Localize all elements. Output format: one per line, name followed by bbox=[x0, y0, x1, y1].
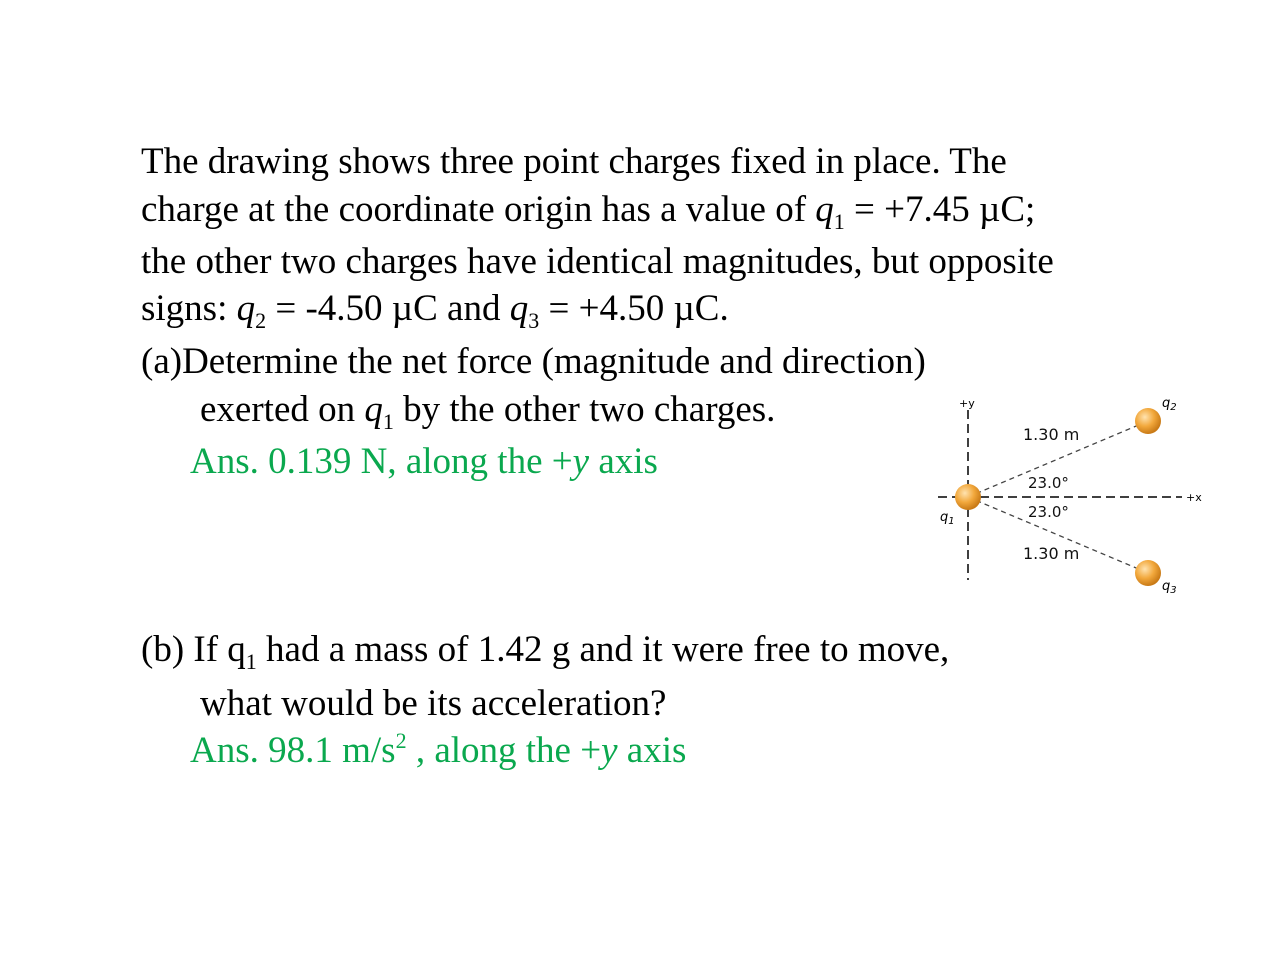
distance-label-top: 1.30 m bbox=[1023, 425, 1080, 444]
part-a-line-1-text: (a)Determine the net force (magnitude and direction) bbox=[141, 341, 926, 382]
part-b-line-2-text: what would be its acceleration? bbox=[200, 683, 667, 724]
charge-diagram bbox=[930, 390, 1220, 600]
part-a-answer bbox=[190, 440, 658, 484]
part-a-line-2-post: by the other two charges. bbox=[393, 389, 776, 430]
charge-q2 bbox=[1135, 408, 1161, 434]
charge-q1 bbox=[955, 484, 981, 510]
q2-label-letter: q bbox=[1162, 396, 1171, 411]
part-b-answer-exponent: 2 bbox=[395, 728, 407, 753]
part-b-line-1-pre: (b) If q bbox=[141, 629, 246, 670]
x-axis-label: +x bbox=[1186, 491, 1202, 504]
part-a-answer-pre: Ans. 0.139 N, along the + bbox=[190, 441, 573, 482]
q1-label bbox=[940, 510, 955, 527]
y-axis-label: +y bbox=[959, 397, 975, 410]
q1-symbol: q bbox=[815, 189, 834, 230]
intro-line-1 bbox=[141, 140, 1007, 184]
intro-line-3-text: the other two charges have identical magnitudes, but opposite bbox=[141, 241, 1054, 282]
q3-symbol: q bbox=[509, 288, 529, 329]
part-a-q1-subscript: 1 bbox=[382, 409, 394, 434]
distance-label-bottom: 1.30 m bbox=[1023, 544, 1080, 563]
q3-subscript: 3 bbox=[528, 308, 540, 333]
intro-line-4-pre: signs: bbox=[141, 288, 237, 329]
part-b-answer-mid: , along the + bbox=[406, 730, 602, 771]
part-b-q1-subscript: 1 bbox=[245, 649, 257, 674]
q3-label-letter: q bbox=[1162, 579, 1171, 594]
part-b-question-line-1 bbox=[141, 628, 949, 672]
part-a-question-line-2 bbox=[200, 388, 775, 432]
q3-label-sub: 3 bbox=[1170, 585, 1177, 596]
part-b-answer-post: axis bbox=[617, 730, 687, 771]
part-b-answer-axis: y bbox=[601, 730, 618, 771]
part-b-question-line-2 bbox=[200, 682, 666, 726]
part-a-line-2-pre: exerted on bbox=[200, 389, 365, 430]
angle-label-bottom: 23.0° bbox=[1028, 503, 1069, 521]
q1-subscript: 1 bbox=[833, 209, 845, 234]
intro-line-2-post: = +7.45 µC; bbox=[844, 189, 1036, 230]
intro-line-2 bbox=[141, 188, 1035, 232]
part-b-answer-pre: Ans. 98.1 m/s bbox=[190, 730, 396, 771]
part-a-question-line-1 bbox=[141, 340, 926, 384]
q1-label-letter: q bbox=[940, 510, 949, 525]
q2-label-sub: 2 bbox=[1170, 402, 1177, 413]
q1-label-sub: 1 bbox=[948, 516, 955, 527]
intro-line-4-post: = +4.50 µC. bbox=[539, 288, 729, 329]
q2-symbol: q bbox=[236, 288, 256, 329]
part-a-answer-post: axis bbox=[589, 441, 658, 482]
intro-line-4-mid: = -4.50 µC and bbox=[266, 288, 510, 329]
intro-line-4 bbox=[141, 287, 729, 331]
part-b-line-1-post: had a mass of 1.42 g and it were free to move, bbox=[256, 629, 950, 670]
intro-line-2-pre: charge at the coordinate origin has a value of bbox=[141, 189, 816, 230]
intro-line-3 bbox=[141, 240, 1054, 284]
part-a-q1-symbol: q bbox=[364, 389, 383, 430]
charge-q3 bbox=[1135, 560, 1161, 586]
part-b-answer bbox=[190, 729, 686, 773]
q3-label bbox=[1162, 579, 1177, 596]
q2-label bbox=[1162, 396, 1177, 413]
angle-label-top: 23.0° bbox=[1028, 474, 1069, 492]
q2-subscript: 2 bbox=[255, 308, 267, 333]
part-a-answer-axis: y bbox=[572, 441, 590, 482]
intro-line-1-text: The drawing shows three point charges fixed in place. The bbox=[141, 141, 1007, 182]
